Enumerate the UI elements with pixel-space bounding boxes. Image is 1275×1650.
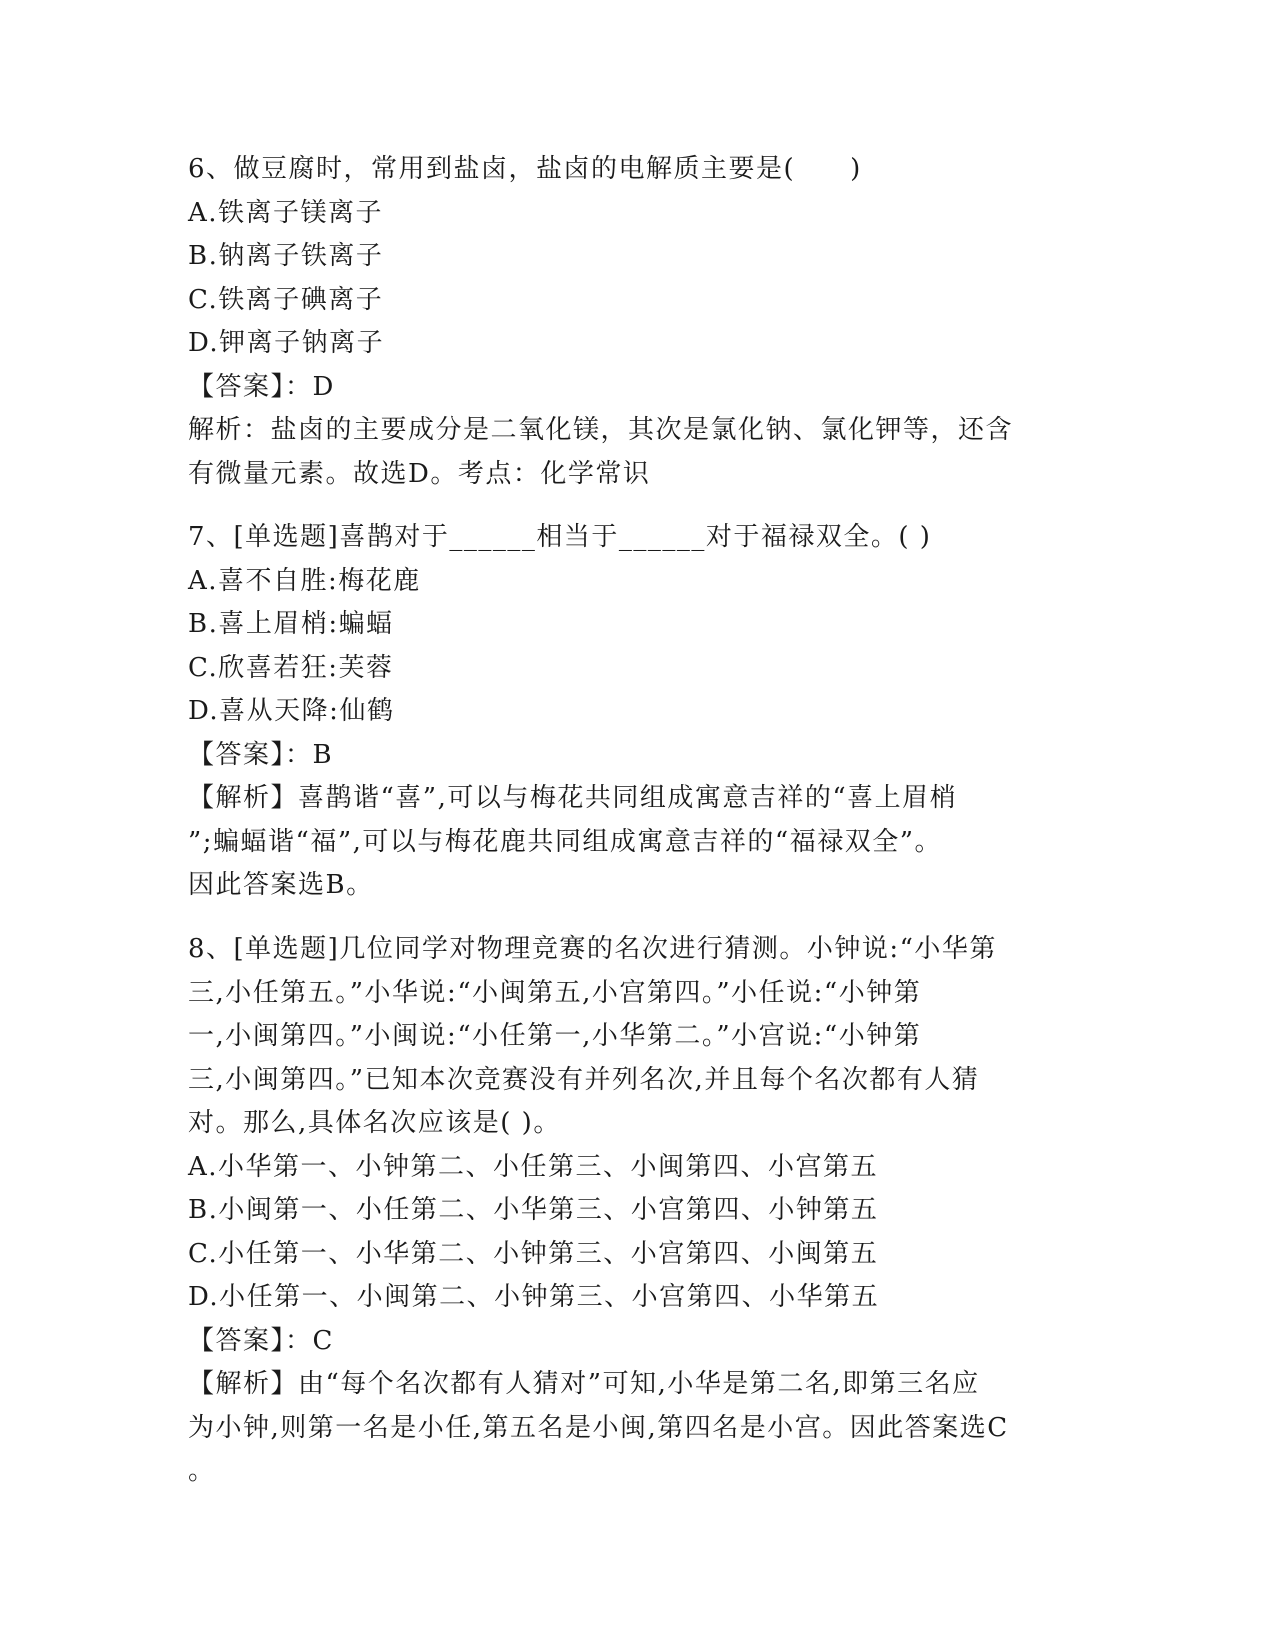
option-d: D.小任第一、小闽第二、小钟第三、小宫第四、小华第五 <box>188 1282 880 1312</box>
question-stem-line: 对。那么,具体名次应该是( )。 <box>188 1108 561 1138</box>
option-b: B.喜上眉梢:蝙蝠 <box>188 609 394 639</box>
analysis-line: 【解析】喜鹊谐“喜”,可以与梅花共同组成寓意吉祥的“喜上眉梢 <box>188 783 958 813</box>
question-stem-line: 三,小任第五。”小华说:“小闽第五,小宫第四。”小任说:“小钟第 <box>188 977 922 1008</box>
analysis-line: 【解析】由“每个名次都有人猜对”可知,小华是第二名,即第三名应 <box>188 1369 980 1399</box>
analysis-line: 有微量元素。故选D。考点：化学常识 <box>188 458 651 489</box>
question-stem-line: 一,小闽第四。”小闽说:“小任第一,小华第二。”小宫说:“小钟第 <box>188 1021 922 1051</box>
option-a: A.铁离子镁离子 <box>188 197 384 228</box>
option-c: C.铁离子碘离子 <box>188 284 384 315</box>
option-d: D.钾离子钠离子 <box>188 328 385 358</box>
question-7 <box>188 516 1068 908</box>
question-stem-line: 三,小闽第四。”已知本次竞赛没有并列名次,并且每个名次都有人猜 <box>188 1064 980 1095</box>
answer: 【答案】：B <box>188 739 334 770</box>
question-6 <box>188 148 1068 496</box>
analysis-line: 因此答案选B。 <box>188 870 374 900</box>
option-a: A.小华第一、小钟第二、小任第三、小闽第四、小宫第五 <box>188 1151 879 1182</box>
option-b: B.小闽第一、小任第二、小华第三、小宫第四、小钟第五 <box>188 1195 879 1225</box>
option-d: D.喜从天降:仙鹤 <box>188 696 395 726</box>
option-c: C.欣喜若狂:芙蓉 <box>188 652 394 683</box>
question-stem: 6、做豆腐时，常用到盐卤，盐卤的电解质主要是( ) <box>188 154 862 184</box>
option-c: C.小任第一、小华第二、小钟第三、小宫第四、小闽第五 <box>188 1238 879 1269</box>
analysis-line: 。 <box>188 1456 216 1486</box>
question-stem-line: 8、[单选题]几位同学对物理竞赛的名次进行猜测。小钟说:“小华第 <box>188 934 997 964</box>
question-8 <box>188 928 1068 1494</box>
option-b: B.钠离子铁离子 <box>188 241 384 271</box>
answer: 【答案】：D <box>188 371 335 402</box>
analysis-line: 解析：盐卤的主要成分是二氧化镁，其次是氯化钠、氯化钾等，还含 <box>188 415 1014 445</box>
option-a: A.喜不自胜:梅花鹿 <box>188 565 421 596</box>
analysis-line: ”;蝙蝠谐“福”,可以与梅花鹿共同组成寓意吉祥的“福禄双全”。 <box>188 826 942 857</box>
answer: 【答案】：C <box>188 1325 334 1356</box>
analysis-line: 为小钟,则第一名是小任,第五名是小闽,第四名是小宫。因此答案选C <box>188 1412 1009 1443</box>
question-stem: 7、[单选题]喜鹊对于______相当于______对于福禄双全。( ) <box>188 522 932 552</box>
